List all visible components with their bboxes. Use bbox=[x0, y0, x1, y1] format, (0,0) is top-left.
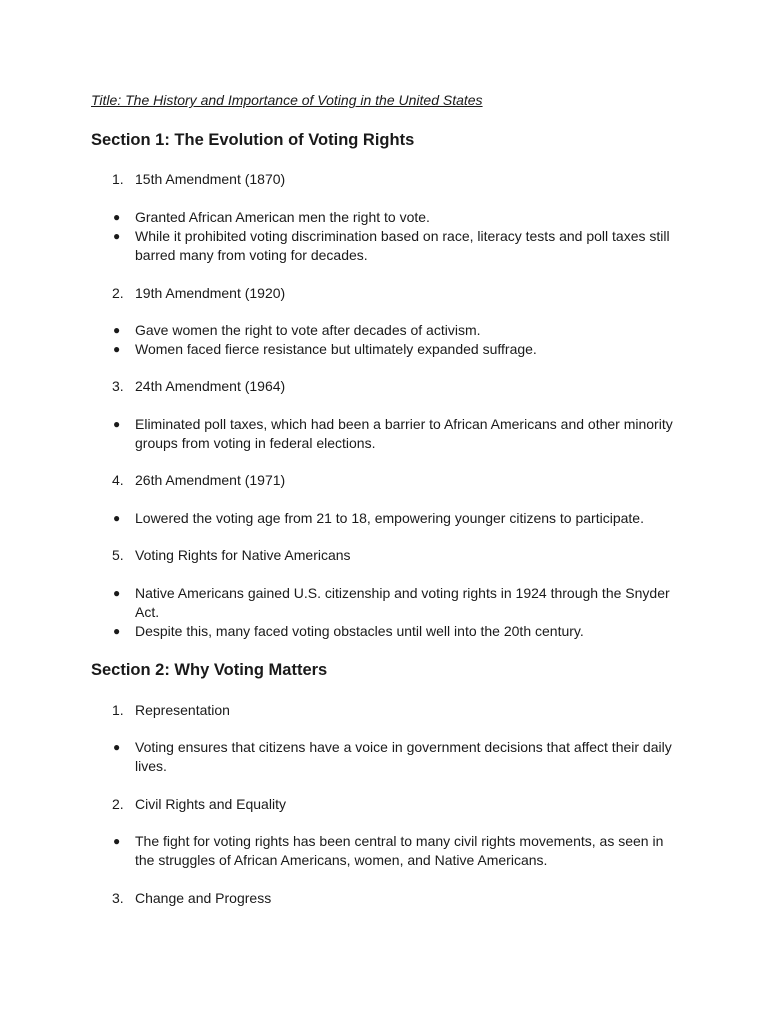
list-item-number: 1. bbox=[112, 171, 124, 187]
list-item-label: 26th Amendment (1971) bbox=[135, 472, 286, 488]
bullet-text: Granted African American men the right to vote. bbox=[135, 209, 430, 225]
bullet-text: Gave women the right to vote after decades of activism. bbox=[135, 322, 481, 338]
bullet-icon: ● bbox=[113, 740, 121, 754]
bullet-text: Eliminated poll taxes, which had been a barrier to African Americans and other minority groups from voting in federal elections. bbox=[135, 416, 673, 451]
list-item-label: 24th Amendment (1964) bbox=[135, 378, 286, 394]
list-item-number: 4. bbox=[112, 472, 124, 488]
list-item-label: Change and Progress bbox=[135, 890, 272, 906]
list-item-label: 15th Amendment (1870) bbox=[135, 171, 286, 187]
bullet-text: The fight for voting rights has been central to many civil rights movements, as seen in the struggles of African Americans, women, and Native Americans. bbox=[135, 833, 664, 868]
bullet-icon: ● bbox=[113, 417, 121, 431]
list-item-number: 3. bbox=[112, 890, 124, 906]
list-item-number: 2. bbox=[112, 796, 124, 812]
bullet-text: Native Americans gained U.S. citizenship and voting rights in 1924 through the Snyder Act. bbox=[135, 585, 670, 620]
list-item-label: Civil Rights and Equality bbox=[135, 796, 286, 812]
list-item-label: 19th Amendment (1920) bbox=[135, 285, 286, 301]
bullet-text: Lowered the voting age from 21 to 18, empowering younger citizens to participate. bbox=[135, 510, 644, 526]
bullet-icon: ● bbox=[113, 586, 121, 600]
bullet-icon: ● bbox=[113, 624, 121, 638]
bullet-text: Voting ensures that citizens have a voice in government decisions that affect their daily lives. bbox=[135, 739, 672, 774]
section-heading: Section 2: Why Voting Matters bbox=[91, 661, 328, 679]
bullet-text: Despite this, many faced voting obstacles until well into the 20th century. bbox=[135, 623, 584, 639]
bullet-icon: ● bbox=[113, 342, 121, 356]
bullet-text: While it prohibited voting discrimination based on race, literacy tests and poll taxes still barred many from voting for decades. bbox=[135, 228, 670, 263]
list-item-number: 1. bbox=[112, 702, 124, 718]
bullet-text: Women faced fierce resistance but ultimately expanded suffrage. bbox=[135, 341, 537, 357]
bullet-icon: ● bbox=[113, 210, 121, 224]
list-item-number: 5. bbox=[112, 547, 124, 563]
bullet-icon: ● bbox=[113, 834, 121, 848]
bullet-icon: ● bbox=[113, 229, 121, 243]
bullet-icon: ● bbox=[113, 511, 121, 525]
bullet-icon: ● bbox=[113, 323, 121, 337]
list-item-label: Voting Rights for Native Americans bbox=[135, 547, 351, 563]
list-item-number: 3. bbox=[112, 378, 124, 394]
list-item-number: 2. bbox=[112, 285, 124, 301]
section-heading: Section 1: The Evolution of Voting Rights bbox=[91, 131, 415, 149]
list-item-label: Representation bbox=[135, 702, 230, 718]
document-title: Title: The History and Importance of Voting in the United States bbox=[91, 92, 483, 108]
